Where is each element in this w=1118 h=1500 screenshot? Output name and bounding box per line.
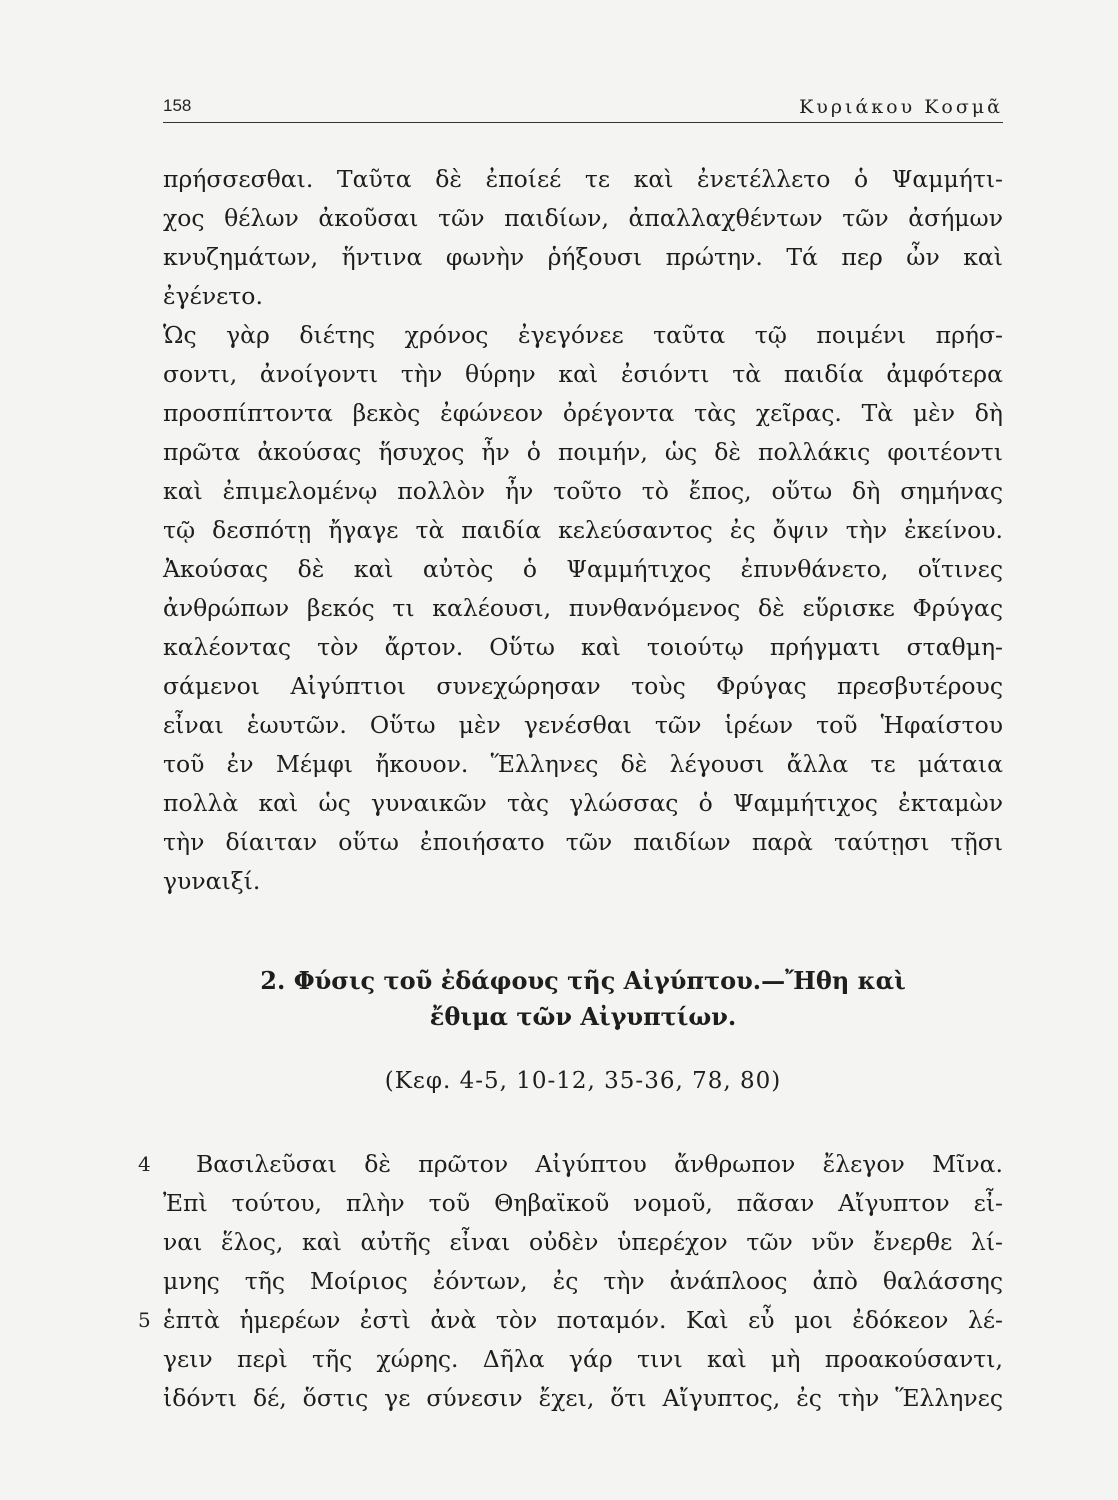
margin-line-number: 5 [138,1308,151,1332]
text-line: ναι ἕλος, καὶ αὐτῆς εἶναι οὐδὲν ὑπερέχον τῶν νῦν ἔνερθε λί- [163,1228,1003,1256]
text-line: πρῶτα ἀκούσας ἥσυχος ἦν ὁ ποιμήν, ὡς δὲ πολλάκις φοιτέοντι [163,438,1003,466]
text-line: τῷ δεσπότῃ ἤγαγε τὰ παιδία κελεύσαντος ἐς ὄψιν τὴν ἐκείνου. [163,516,1003,544]
text-line: Ἀκούσας δὲ καὶ αὐτὸς ὁ Ψαμμήτιχος ἐπυνθάνετο, οἵτινες [163,555,1003,583]
text-line: ἐγένετο. [163,282,263,310]
text-line: Βασιλεῦσαι δὲ πρῶτον Αἰγύπτου ἄνθρωπον ἔλεγον Μῖνα. [196,1150,1003,1178]
text-line: πολλὰ καὶ ὡς γυναικῶν τὰς γλώσσας ὁ Ψαμμήτιχος ἐκταμὼν [163,789,1003,817]
text-line: μνης τῆς Μοίριος ἐόντων, ἐς τὴν ἀνάπλοος ἀπὸ θαλάσσης [163,1267,1003,1295]
text-line: σοντι, ἀνοίγοντι τὴν θύρην καὶ ἐσιόντι τὰ παιδία ἀμφότερα [163,360,1003,388]
text-line: χος θέλων ἀκοῦσαι τῶν παιδίων, ἀπαλλαχθέντων τῶν ἀσήμων [163,204,1003,232]
text-line: γυναιξί. [163,867,261,895]
section-heading-line: 2. Φύσις τοῦ ἐδάφους τῆς Αἰγύπτου.—Ἤθη καὶ [260,966,906,995]
page-number: 158 [163,96,192,115]
page-header [163,96,1003,123]
text-line: καλέοντας τὸν ἄρτον. Οὕτω καὶ τοιούτῳ πρήγματι σταθμη- [163,633,1003,661]
chapter-references: (Κεφ. 4-5, 10-12, 35-36, 78, 80) [384,1068,782,1094]
text-line: γειν περὶ τῆς χώρης. Δῆλα γάρ τινι καὶ μὴ προακούσαντι, [163,1345,1003,1373]
text-line: καὶ ἐπιμελομένῳ πολλὸν ἦν τοῦτο τὸ ἔπος, οὕτω δὴ σημήνας [163,477,1003,505]
text-line: ἀνθρώπων βεκός τι καλέουσι, πυνθανόμενος δὲ εὕρισκε Φρύγας [163,594,1003,622]
running-head: Κυριάκου Κοσμᾶ [799,96,1003,118]
section-body-text [163,1145,1003,1418]
text-line: Ὡς γὰρ διέτης χρόνος ἐγεγόνεε ταῦτα τῷ ποιμένι πρήσ- [163,321,1003,349]
margin-line-number: 4 [138,1152,151,1176]
body-text [163,160,1003,901]
text-line: κνυζημάτων, ἥντινα φωνὴν ῥήξουσι πρώτην. Τά περ ὦν καὶ [163,243,1003,271]
text-line: εἶναι ἑωυτῶν. Οὕτω μὲν γενέσθαι τῶν ἱρέων τοῦ Ἡφαίστου [163,711,1003,739]
text-line: προσπίπτοντα βεκὸς ἐφώνεον ὀρέγοντα τὰς χεῖρας. Τὰ μὲν δὴ [163,399,1003,427]
text-line: Ἐπὶ τούτου, πλὴν τοῦ Θηβαϊκοῦ νομοῦ, πᾶσαν Αἴγυπτον εἶ- [163,1189,1003,1217]
text-line: σάμενοι Αἰγύπτιοι συνεχώρησαν τοὺς Φρύγας πρεσβυτέρους [163,672,1003,700]
section-heading [163,963,1003,1035]
text-line: τοῦ ἐν Μέμφι ἤκουον. Ἕλληνες δὲ λέγουσι ἄλλα τε μάταια [163,750,1003,778]
text-line: ἑπτὰ ἡμερέων ἐστὶ ἀνὰ τὸν ποταμόν. Καὶ εὖ μοι ἐδόκεον λέ- [163,1306,1003,1334]
text-line: τὴν δίαιταν οὕτω ἐποιήσατο τῶν παιδίων παρὰ ταύτῃσι τῇσι [163,828,1003,856]
text-line: πρήσσεσθαι. Ταῦτα δὲ ἐποίεέ τε καὶ ἐνετέλλετο ὁ Ψαμμήτι- [163,165,1003,193]
section-heading-line: ἔθιμα τῶν Αἰγυπτίων. [429,1002,737,1031]
text-line: ἰδόντι δέ, ὅστις γε σύνεσιν ἔχει, ὅτι Αἴγυπτος, ἐς τὴν Ἕλληνες [163,1384,1003,1412]
